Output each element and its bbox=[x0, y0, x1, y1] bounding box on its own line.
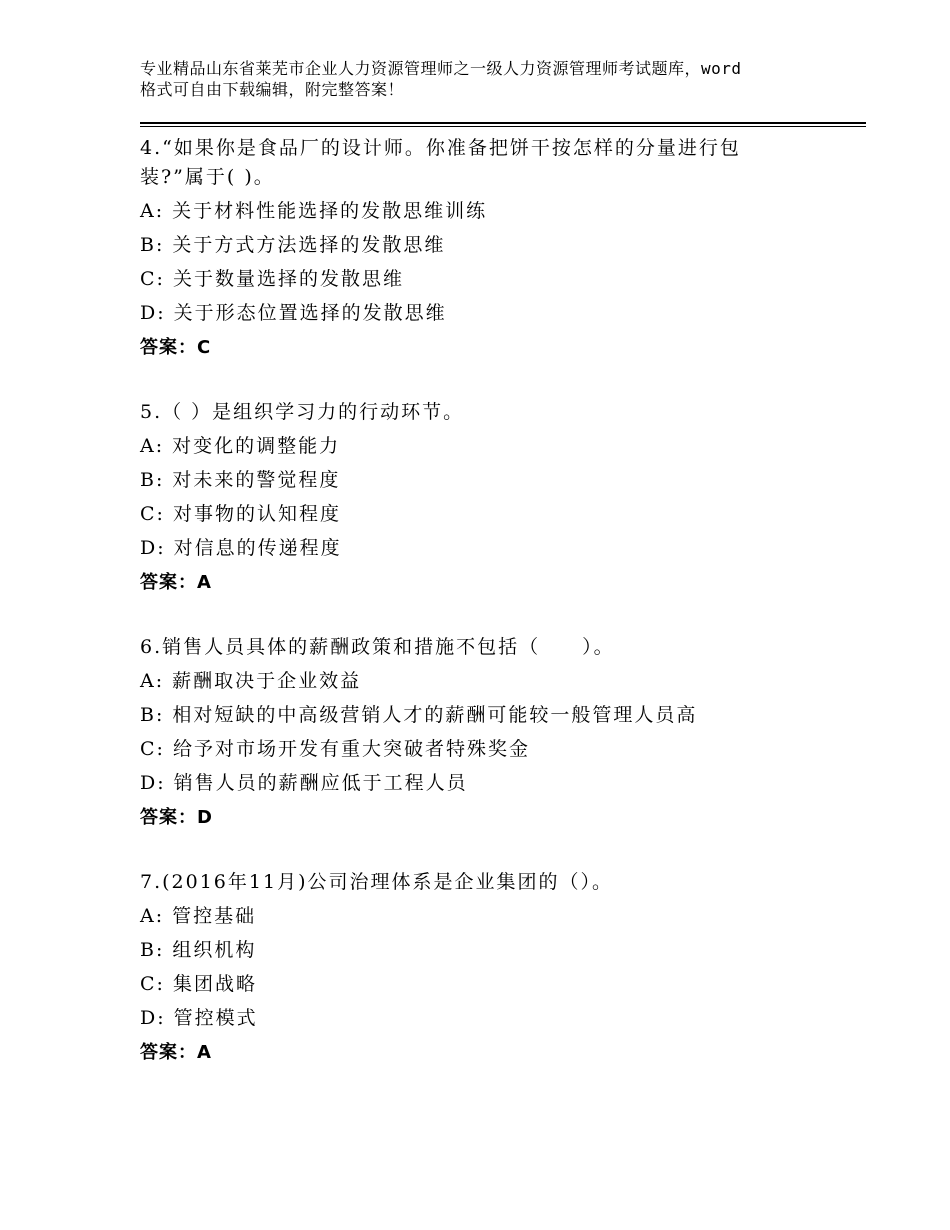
answer-value: A bbox=[197, 1042, 212, 1063]
option-a: A: 对变化的调整能力 bbox=[140, 435, 341, 457]
question-4 bbox=[140, 131, 866, 364]
question-text bbox=[140, 395, 866, 429]
option-d: D: 对信息的传递程度 bbox=[140, 537, 342, 559]
header-title-line-2: 格式可自由下载编辑，附完整答案！ bbox=[140, 80, 405, 99]
answer-line bbox=[140, 800, 866, 834]
option-a: A: 关于材料性能选择的发散思维训练 bbox=[140, 200, 488, 222]
question-text bbox=[140, 865, 866, 899]
question-text bbox=[140, 630, 866, 664]
option-c: C: 对事物的认知程度 bbox=[140, 503, 341, 525]
option-c: C: 集团战略 bbox=[140, 973, 257, 995]
header-title-line-1: 专业精品山东省莱芜市企业人力资源管理师之一级人力资源管理师考试题库，word bbox=[140, 59, 742, 78]
answer-value: D bbox=[197, 807, 213, 828]
question-7 bbox=[140, 865, 866, 1069]
answer-line bbox=[140, 330, 866, 364]
option-c: C: 给予对市场开发有重大突破者特殊奖金 bbox=[140, 738, 530, 760]
answer-line bbox=[140, 1035, 866, 1069]
question-text-line: 7.(2016年11月)公司治理体系是企业集团的（）。 bbox=[140, 871, 613, 893]
answer-label: 答案： bbox=[140, 1042, 197, 1063]
question-text-line: 6.销售人员具体的薪酬政策和措施不包括（ ）。 bbox=[140, 636, 615, 658]
document-header bbox=[140, 58, 840, 100]
header-divider-thin bbox=[140, 126, 866, 127]
question-5 bbox=[140, 395, 866, 599]
option-a: A: 管控基础 bbox=[140, 905, 257, 927]
answer-label: 答案： bbox=[140, 337, 197, 358]
answer-label: 答案： bbox=[140, 572, 197, 593]
question-text bbox=[140, 131, 866, 194]
option-b: B: 相对短缺的中高级营销人才的薪酬可能较一般管理人员高 bbox=[140, 704, 698, 726]
option-c: C: 关于数量选择的发散思维 bbox=[140, 268, 404, 290]
option-d: D: 销售人员的薪酬应低于工程人员 bbox=[140, 772, 468, 794]
option-a: A: 薪酬取决于企业效益 bbox=[140, 670, 362, 692]
question-text-line: 4.“如果你是食品厂的设计师。你准备把饼干按怎样的分量进行包 bbox=[140, 137, 741, 159]
option-d: D: 管控模式 bbox=[140, 1007, 258, 1029]
question-text-line: 装?”属于( )。 bbox=[140, 166, 275, 188]
question-list bbox=[140, 131, 866, 1100]
option-d: D: 关于形态位置选择的发散思维 bbox=[140, 302, 447, 324]
answer-value: A bbox=[197, 572, 212, 593]
answer-label: 答案： bbox=[140, 807, 197, 828]
option-b: B: 组织机构 bbox=[140, 939, 257, 961]
question-6 bbox=[140, 630, 866, 834]
option-b: B: 对未来的警觉程度 bbox=[140, 469, 341, 491]
option-b: B: 关于方式方法选择的发散思维 bbox=[140, 234, 446, 256]
header-divider-thick bbox=[140, 122, 866, 124]
answer-line bbox=[140, 565, 866, 599]
answer-value: C bbox=[197, 337, 212, 358]
question-text-line: 5.（ ）是组织学习力的行动环节。 bbox=[140, 401, 465, 423]
